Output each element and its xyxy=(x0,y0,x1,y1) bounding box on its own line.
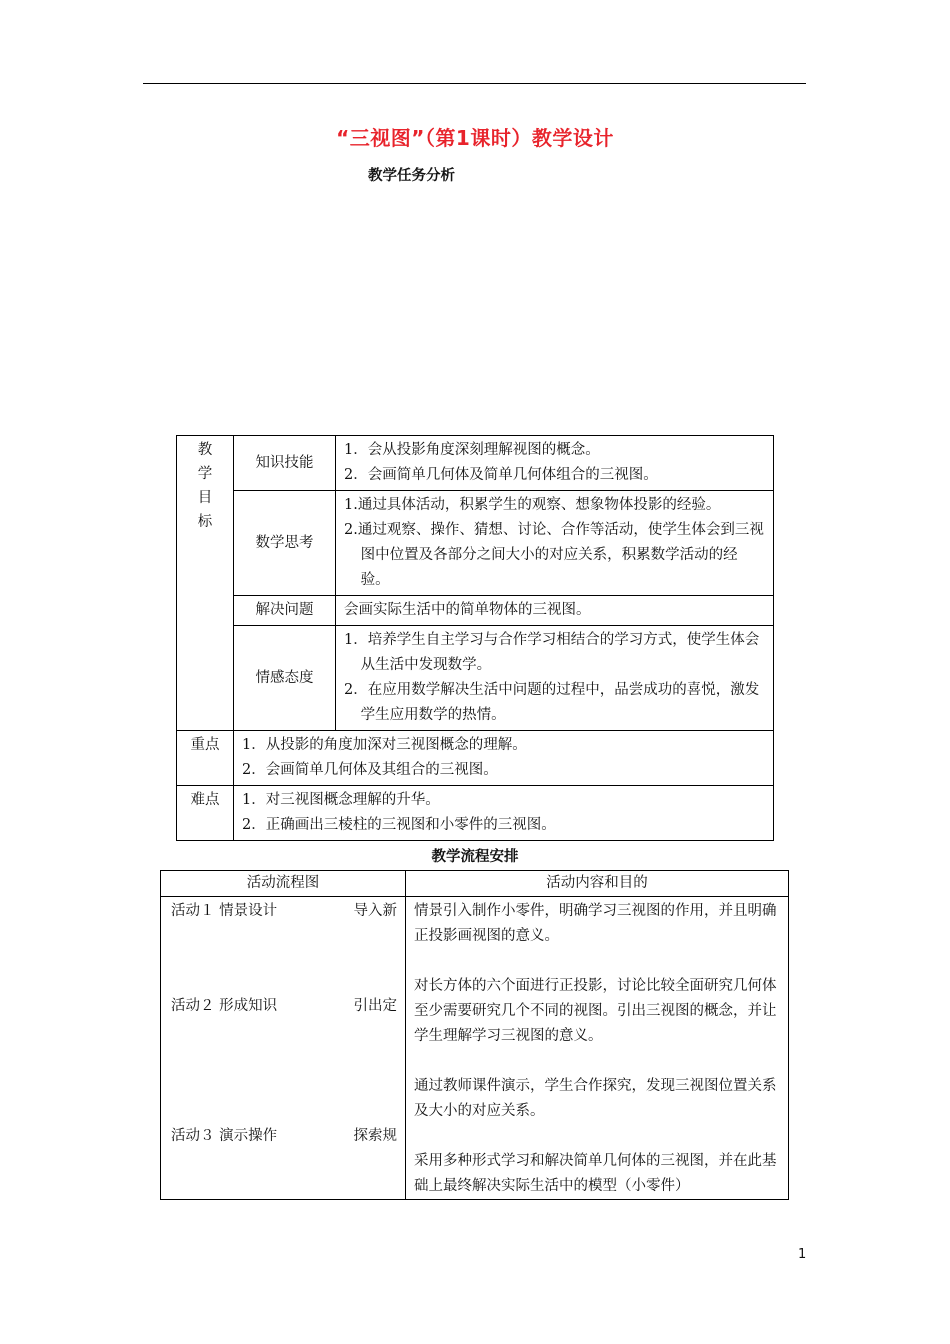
section-heading-task-analysis: 教学任务分析 xyxy=(368,168,455,184)
page-number: 1 xyxy=(798,1247,807,1262)
goal-content xyxy=(336,491,774,596)
content-paragraph: 采用多种形式学习和解决简单几何体的三视图，并在此基础上最终解决实际生活中的模型（小零件） xyxy=(414,1153,777,1194)
table-row xyxy=(177,436,774,491)
table-row xyxy=(177,731,774,786)
activity-item: 活动３ 演示操作 探索规 xyxy=(171,1128,397,1144)
activity-item: 活动２ 形成知识 引出定 xyxy=(171,998,397,1014)
table-row xyxy=(177,626,774,731)
table-row xyxy=(177,786,774,841)
goal-category: 解决问题 xyxy=(234,596,336,626)
activity-content-cell xyxy=(406,897,789,1200)
list-item: 1．从投影的角度加深对三视图概念的理解。 xyxy=(242,737,527,753)
list-item: 2．在应用数学解决生活中问题的过程中，品尝成功的喜悦，激发学生应用数学的热情。 xyxy=(344,682,760,723)
list-item: 1．会从投影角度深刻理解视图的概念。 xyxy=(344,442,600,458)
content-paragraph: 情景引入制作小零件，明确学习三视图的作用，并且明确正投影画视图的意义。 xyxy=(414,903,777,944)
table-row xyxy=(161,871,789,897)
goal-category: 情感态度 xyxy=(234,626,336,731)
activity-flow-cell xyxy=(161,897,406,1200)
teaching-flow-table xyxy=(160,870,789,1200)
goal-category: 数学思考 xyxy=(234,491,336,596)
difficulties-content xyxy=(234,786,774,841)
section-heading-flow: 教学流程安排 xyxy=(431,849,519,865)
table-row xyxy=(177,596,774,626)
header-rule xyxy=(143,83,806,84)
key-points-content xyxy=(234,731,774,786)
table-row xyxy=(177,491,774,596)
goal-category: 知识技能 xyxy=(234,436,336,491)
list-item: 2．会画简单几何体及简单几何体组合的三视图。 xyxy=(344,467,658,483)
teaching-goals-table xyxy=(176,435,774,841)
content-paragraph: 对长方体的六个面进行正投影，讨论比较全面研究几何体至少需要研究几个不同的视图。引出三视图的概念，并让学生理解学习三视图的意义。 xyxy=(414,978,777,1044)
column-header: 活动流程图 xyxy=(161,871,406,897)
goal-content xyxy=(336,626,774,731)
document-title: “三视图”（第1课时）教学设计 xyxy=(336,126,614,150)
list-item: 1．对三视图概念理解的升华。 xyxy=(242,792,440,808)
list-item: 2．正确画出三棱柱的三视图和小零件的三视图。 xyxy=(242,817,556,833)
list-item: 2.通过观察、操作、猜想、讨论、合作等活动，使学生体会到三视图中位置及各部分之间大小的对应关系，积累数学活动的经验。 xyxy=(344,522,764,588)
goal-content xyxy=(336,436,774,491)
table-row xyxy=(161,897,789,1200)
list-item: 2．会画简单几何体及其组合的三视图。 xyxy=(242,762,498,778)
goals-label: 教 学 目 标 xyxy=(177,436,234,731)
list-item: 1.通过具体活动，积累学生的观察、想象物体投影的经验。 xyxy=(344,497,721,513)
column-header: 活动内容和目的 xyxy=(406,871,789,897)
key-points-label: 重点 xyxy=(177,731,234,786)
activity-item: 活动１ 情景设计 导入新 xyxy=(171,903,397,919)
goal-content xyxy=(336,596,774,626)
list-item: 1．培养学生自主学习与合作学习相结合的学习方式，使学生体会从生活中发现数学。 xyxy=(344,632,760,673)
list-item: 会画实际生活中的简单物体的三视图。 xyxy=(344,602,591,618)
content-paragraph: 通过教师课件演示，学生合作探究，发现三视图位置关系及大小的对应关系。 xyxy=(414,1078,777,1119)
difficulties-label: 难点 xyxy=(177,786,234,841)
